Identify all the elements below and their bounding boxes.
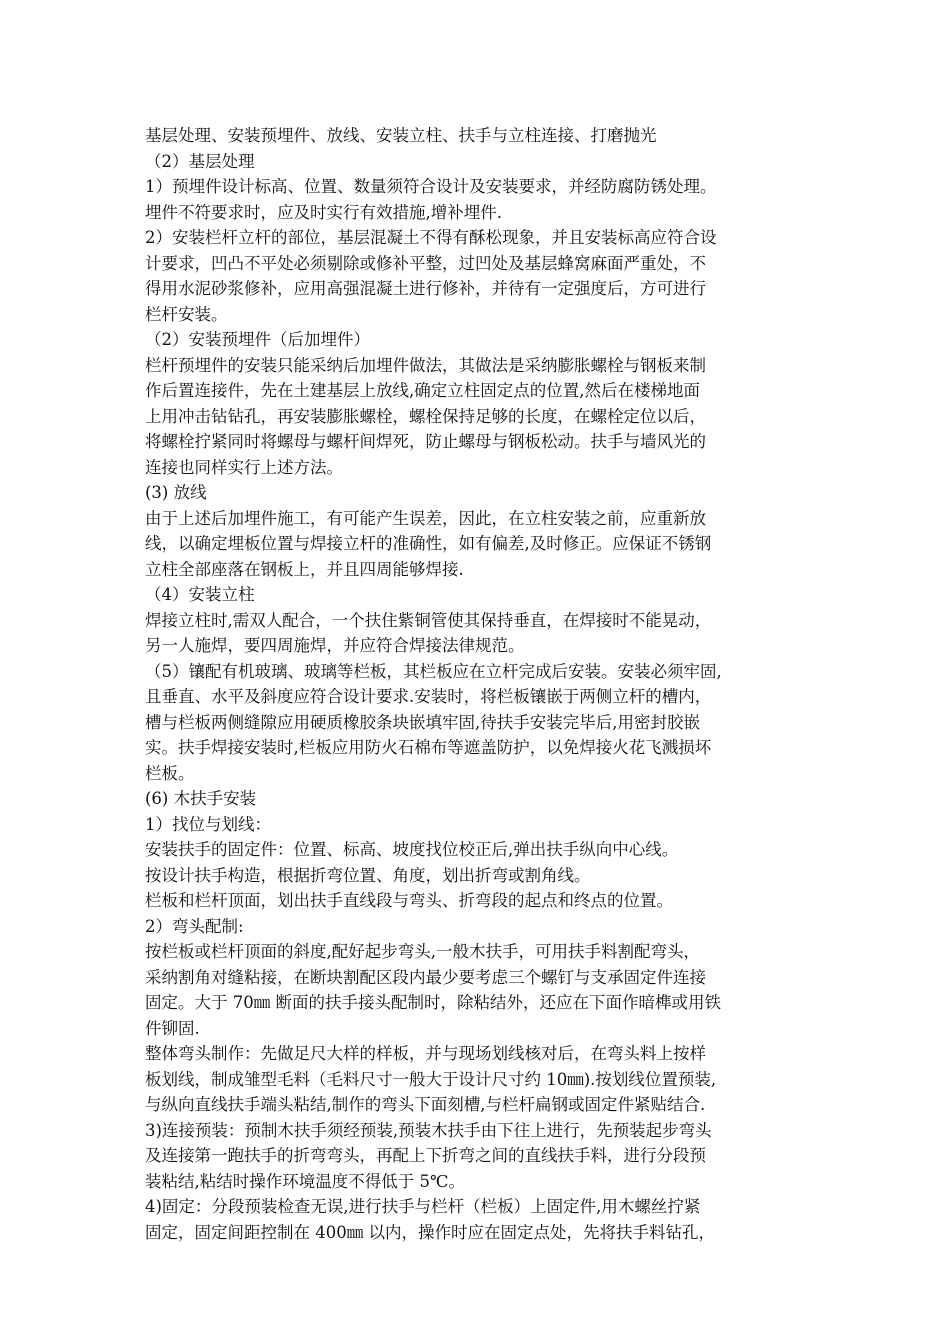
text-line: 板划线，制成雏型毛料（毛料尺寸一般大于设计尺寸约 10㎜).按划线位置预装, [145,1069,717,1089]
text-line: 栏杆预埋件的安装只能采纳后加埋件做法，其做法是采纳膨胀螺栓与钢板来制 [145,355,706,375]
text-line: 栏杆安装。 [145,304,228,324]
text-line: 上用冲击钻钻孔，再安装膨胀螺栓，螺栓保持足够的长度，在螺栓定位以后， [145,406,706,426]
text-line: 件铆固. [145,1018,200,1038]
sub-heading: 1）找位与划线： [145,814,271,834]
text-line: 栏板。 [145,763,195,783]
sub-heading: 2）弯头配制: [145,916,244,936]
text-line: 基层处理、安装预埋件、放线、安装立柱、扶手与立柱连接、打磨抛光 [145,126,657,145]
section-heading: (3) 放线 [145,483,207,502]
text-line: 按设计扶手构造，根据折弯位置、角度，划出折弯或割角线。 [145,865,591,885]
document-page [145,123,815,1245]
text-line: 槽与栏板两侧缝隙应用硬质橡胶条块嵌填牢固,待扶手安装完毕后,用密封胶嵌 [145,712,700,732]
text-line: 固定。大于 70㎜ 断面的扶手接头配制时，除粘结外，还应在下面作暗榫或用铁 [145,993,721,1012]
text-line: 采纳割角对缝粘接，在断块割配区段内最少要考虑三个螺钉与支承固定件连接 [145,967,706,987]
text-line: 立柱全部座落在钢板上，并且四周能够焊接. [145,559,464,579]
text-line: 4)固定：分段预装检查无误,进行扶手与栏杆（栏板）上固定件,用木螺丝拧紧 [145,1197,701,1216]
text-line: 整体弯头制作：先做足尺大样的样板，并与现场划线核对后，在弯头料上按样 [145,1044,706,1063]
text-line: 连接也同样实行上述方法。 [145,457,343,477]
text-line: 安装扶手的固定件：位置、标高、坡度找位校正后,弹出扶手纵向中心线。 [145,840,679,859]
text-line: 与纵向直线扶手端头粘结,制作的弯头下面刻槽,与栏杆扁钢或固定件紧贴结合. [145,1095,706,1114]
section-heading: (6) 木扶手安装 [145,789,257,808]
text-line: 计要求，凹凸不平处必须剔除或修补平整，过凹处及基层蜂窝麻面严重处，不 [145,253,706,273]
section-heading: （4）安装立柱 [145,585,255,604]
text-line: 1）预埋件设计标高、位置、数量须符合设计及安装要求，并经防腐防锈处理。 [145,177,717,196]
text-line: 作后置连接件，先在土建基层上放线,确定立柱固定点的位置,然后在楼梯地面 [145,381,700,400]
text-line: 另一人施焊，要四周施焊，并应符合焊接法律规范。 [145,636,525,655]
text-line: 焊接立柱时,需双人配合，一个扶住紫铜管使其保持垂直，在焊接时不能晃动， [145,610,712,630]
text-line: 线，以确定埋板位置与焊接立杆的准确性，如有偏差,及时修正。应保证不锈钢 [145,534,712,553]
section-heading: （2）安装预埋件（后加埋件） [145,330,370,349]
text-line: 将螺栓拧紧同时将螺母与螺杆间焊死，防止螺母与钢板松动。扶手与墙风光的 [145,432,706,451]
text-line: 及连接第一跑扶手的折弯弯头，再配上下折弯之间的直线扶手料，进行分段预 [145,1146,706,1165]
text-line: 且垂直、水平及斜度应符合设计要求.安装时，将栏板镶嵌于两侧立杆的槽内， [145,687,712,706]
text-line: 固定，固定间距控制在 400㎜ 以内，操作时应在固定点处，先将扶手料钻孔， [145,1222,715,1242]
text-line: 2）安装栏杆立杆的部位，基层混凝土不得有酥松现象，并且安装标高应符合设 [145,228,717,247]
text-line: 栏板和栏杆顶面，划出扶手直线段与弯头、折弯段的起点和终点的位置。 [145,891,673,910]
text-line: 得用水泥砂浆修补，应用高强混凝土进行修补，并待有一定强度后，方可进行 [145,279,706,298]
text-line: 实。扶手焊接安装时,栏板应用防火石棉布等遮盖防护，以免焊接火花飞溅损坏 [145,738,712,757]
text-line: 装粘结,粘结时操作环境温度不得低于 5℃。 [145,1171,465,1191]
text-line: 按栏板或栏杆顶面的斜度,配好起步弯头,一般木扶手，可用扶手料割配弯头， [145,942,700,961]
text-line: （5）镶配有机玻璃、玻璃等栏板，其栏板应在立杆完成后安装。安装必须牢固, [145,661,722,681]
section-heading: （2）基层处理 [145,151,255,171]
text-line: 埋件不符要求时，应及时实行有效措施,增补埋件. [145,202,502,222]
text-line: 由于上述后加埋件施工，有可能产生误差，因此，在立柱安装之前，应重新放 [145,508,706,528]
text-line: 3)连接预装：预制木扶手须经预装,预装木扶手由下往上进行，先预装起步弯头 [145,1120,712,1140]
